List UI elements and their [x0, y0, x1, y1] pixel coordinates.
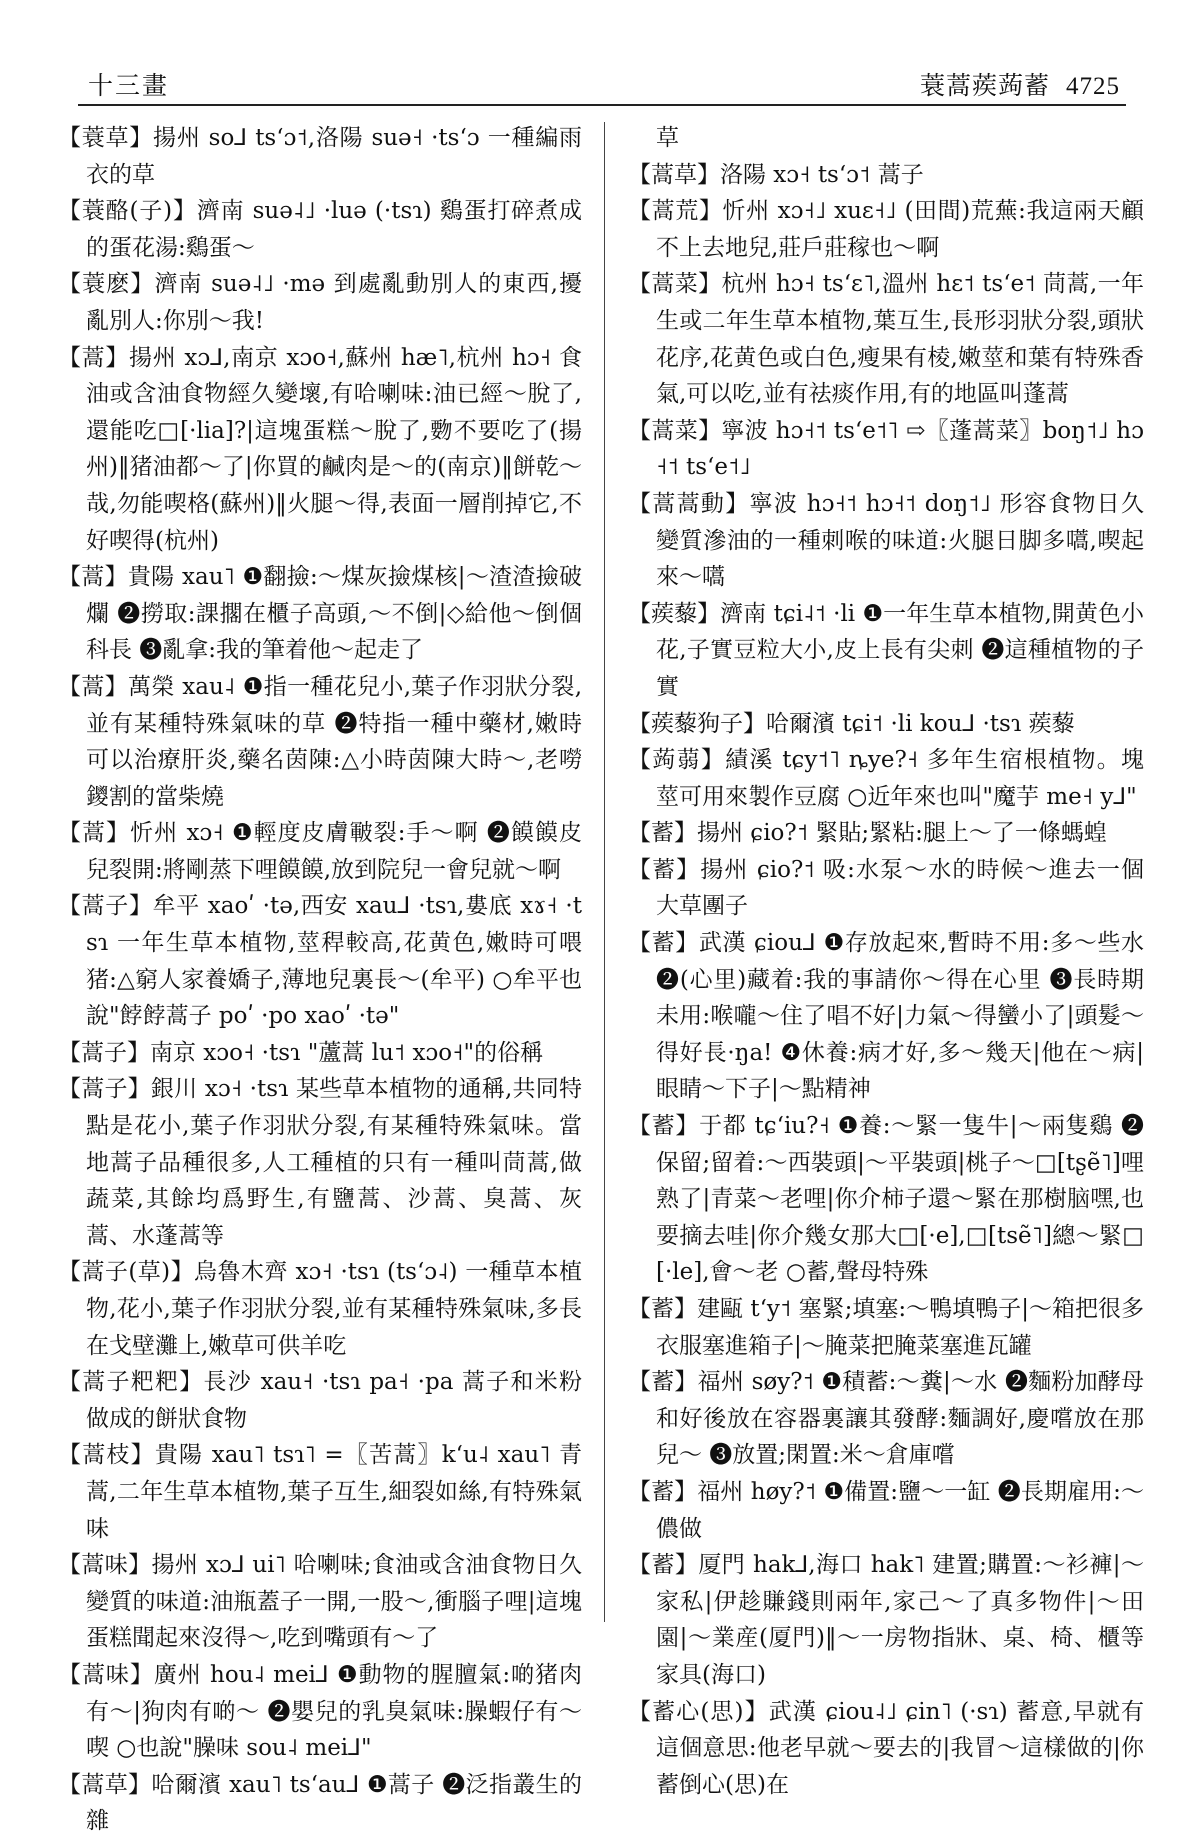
entry: 【蓄】福州 høy?˦ ❶備置:鹽～一缸 ❷長期雇用:～儂做	[628, 1478, 1144, 1542]
column-divider	[604, 122, 605, 1622]
entry: 【蓄】武漢 ɕiou⅃ ❶存放起來,暫時不用:多～些水 ❷(心里)藏着:我的事請你～得在心里 ❸長時期未用:喉嚨～住了唱不好|力氣～得蠻小了|頭髮～得好長·ŋa! ❹休養:病才好,多～幾天|他在～病|眼睛～下子|～點精神	[628, 930, 1144, 1103]
entry: 【蒿味】廣州 hou˨ mei⅃ ❶動物的腥膻氣:啲猪肉有～|狗肉有啲～ ❷嬰兒的乳臭氣味:臊蝦仔有～喫 ○也說"臊味 sou˨ mei⅃"	[58, 1661, 582, 1762]
entry: 【蓄】福州 søy?˦ ❶積蓄:～糞|～水 ❷麵粉加酵母和好後放在容器裏讓其發酵:麵調好,慶嚐放在那兒～ ❸放置;閑置:米～倉庫嚐	[628, 1369, 1144, 1469]
entry: 【蒺藜狗子】哈爾濱 tɕi˦ ·li kou⅃ ·tsɿ 蒺藜	[628, 710, 1075, 737]
entry: 【蒿子】牟平 xaoʹ ·tə,西安 xau⅃ ·tsɿ,婁底 xɤ˧ ·tsɿ 一年生草本植物,莖稈較高,花黄色,嫩時可喂猪:△窮人家養嬌子,薄地兒裏長～(牟平) ○牟平也說"餑餑蒿子 poʹ ·po xaoʹ ·tə"	[58, 893, 582, 1030]
entry: 【蓑草】揚州 so⅃ ts‘ɔ˦,洛陽 suə˧ ·ts‘ɔ 一種編雨衣的草	[58, 125, 582, 188]
entry: 【蒿荒】忻州 xɔ˧˩ xuɛ˧˩ (田間)荒蕪:我這兩天顧不上去地兒,莊戶莊稼也～啊	[628, 198, 1144, 261]
entry: 【蒿子】銀川 xɔ˧ ·tsɿ 某些草本植物的通稱,共同特點是花小,葉子作羽狀分裂,有某種特殊氣味。當地蒿子品種很多,人工種植的只有一種叫茼蒿,做蔬菜,其餘均爲野生,有鹽蒿、沙蒿、臭蒿、灰蒿、水蓬蒿等	[58, 1076, 582, 1249]
entry: 【蓄】厦門 hak⅃,海口 hak˥ 建置;購置:～衫褲|～家私|伊趁賺錢則兩年,家己～了真多物件|～田園|～業産(厦門)‖～一房物指牀、桌、椅、櫃等家具(海口)	[628, 1552, 1144, 1688]
entry: 【蒿草】哈爾濱 xau˥ ts‘au⅃ ❶蒿子 ❷泛指叢生的雜	[58, 1771, 582, 1835]
entry: 【蒿菜】寧波 hɔ˧˦ ts‘e˦˥ ⇨〖蓬蒿菜〗boŋ˦˩ hɔ˧˦ ts‘e˦˩	[628, 417, 1144, 481]
entry: 【蒿蒿動】寧波 hɔ˧˦ hɔ˧˦ doŋ˦˩ 形容食物日久變質滲油的一種刺喉的味道:火腿日脚多嚆,喫起來～嚆	[628, 490, 1144, 591]
entry: 【蒿草】洛陽 xɔ˧ ts‘ɔ˦ 蒿子	[628, 161, 924, 188]
page-header	[88, 58, 1120, 104]
entry: 【蒿菜】杭州 hɔ˧ ts‘ɛ˥,溫州 hɛ˦ ts‘e˦ 茼蒿,一年生或二年生草本植物,葉互生,長形羽狀分裂,頭狀花序,花黄色或白色,瘦果有棱,嫩莖和葉有特殊香氣,可以吃,並有祛痰作用,有的地區叫蓬蒿	[628, 271, 1144, 408]
entry: 【蒿子】南京 xɔo˧ ·tsɿ "蘆蒿 lu˦ xɔo˧"的俗稱	[58, 1039, 544, 1066]
entry: 【蒿】揚州 xɔ⅃,南京 xɔo˧,蘇州 hæ˥,杭州 hɔ˧ 食油或含油食物經久變壞,有哈喇味:油已經～脫了,還能吃□[·lia]?|這塊蛋糕～脫了,覅不要吃了(揚州)‖猪油都～了|你買的鹹肉是～的(南京)‖餅乾～哉,勿能喫格(蘇州)‖火腿～得,表面一層削掉它,不好喫得(杭州)	[58, 344, 582, 554]
entry: 【蓑酪(子)】濟南 suə˨˩ ·luə (·tsɿ) 鷄蛋打碎煮成的蛋花湯:鷄蛋～	[58, 198, 582, 261]
entry: 【蒺藜】濟南 tɕi˨˦ ·li ❶一年生草本植物,開黄色小花,子實豆粒大小,皮上長有尖刺 ❷這種植物的子實	[628, 600, 1144, 700]
entry: 【蒿枝】貴陽 xau˥ tsɿ˥ =〖苦蒿〗k‘u˨ xau˥ 青蒿,二年生草本植物,葉子互生,細裂如絲,有特殊氣味	[58, 1442, 582, 1542]
entry: 【蓄心(思)】武漢 ɕiou˨˩ ɕin˥ (·sɿ) 蓄意,早就有這個意思:他老早就～要去的|我冒～這樣做的|你蓄倒心(思)在	[628, 1698, 1144, 1798]
entry: 【蒿味】揚州 xɔ⅃ ui˥ 哈喇味;食油或含油食物日久變質的味道:油瓶蓋子一開,一股～,衝腦子哩|這塊蛋糕聞起來沒得～,吃到嘴頭有～了	[58, 1552, 582, 1652]
entry: 【蓄】揚州 ɕio?˦ 吸:水泵～水的時候～進去一個大草團子	[628, 856, 1144, 920]
entry-continuation: 草	[656, 125, 679, 151]
entry: 【蒿子(草)】烏魯木齊 xɔ˧ ·tsɿ (ts‘ɔ˨) 一種草本植物,花小,葉子作羽狀分裂,並有某種特殊氣味,多長在戈壁灘上,嫩草可供羊吃	[58, 1259, 582, 1359]
entry: 【蒿】萬榮 xau˨ ❶指一種花兒小,葉子作羽狀分裂,並有某種特殊氣味的草 ❷特指一種中藥材,嫩時可以治療肝炎,藥名茵陳:△小時茵陳大時～,老嘮鑁割的當柴燒	[58, 673, 582, 810]
entry: 【蒿】貴陽 xau˥ ❶翻撿:～煤灰撿煤核|～渣渣撿破爛 ❷撈取:課擱在櫃子高頭,～不倒|◇給他～倒個科長 ❸亂拿:我的筆着他～起走了	[58, 564, 582, 664]
stroke-count-heading: 十三畫	[88, 71, 170, 100]
entry: 【蓄】揚州 ɕio?˦ 緊貼;緊粘:腿上～了一條螞蝗	[628, 820, 1107, 847]
right-column	[628, 120, 1144, 1803]
entry: 【蓑麽】濟南 suə˨˩ ·mə 到處亂動別人的東西,擾亂別人:你別～我!	[58, 271, 582, 334]
entry: 【蒿】忻州 xɔ˧ ❶輕度皮膚皸裂:手～啊 ❷饃饃皮兒裂開:將剛蒸下哩饃饃,放到院兒一會兒就～啊	[58, 820, 582, 883]
entry: 【蒟蒻】績溪 tɕy˦˥ ȵye?˧ 多年生宿根植物。塊莖可用來製作豆腐 ○近年來也叫"魔芋 me˧ y⅃"	[628, 747, 1144, 810]
entry: 【蒿子粑粑】長沙 xau˧ ·tsɿ pa˧ ·pa 蒿子和米粉做成的餅狀食物	[58, 1369, 582, 1432]
left-column	[58, 120, 582, 1840]
page-number: 4725	[1066, 73, 1120, 100]
entry: 【蓄】于都 tɕ‘iu?˧ ❶養:～緊一隻牛|～兩隻鷄 ❷保留;留着:～西裝頭|～平裝頭|桃子～□[tʂẽ˥]哩熟了|青菜～老哩|你介柿子還～緊在那樹脑嘿,也要摘去哇|你介幾女那大□[·e],□[tsẽ˥]總～緊□[·le],會～老 ○蓄,聲母特殊	[628, 1113, 1144, 1286]
running-head	[920, 66, 1120, 102]
header-rule	[78, 104, 1126, 106]
entry: 【蓄】建甌 t‘y˦ 塞緊;填塞:～鴨填鴨子|～箱把很多衣服塞進箱子|～腌菜把腌菜塞進瓦罐	[628, 1296, 1144, 1359]
headword-range: 蓑蒿蒺蒟蓄	[919, 71, 1050, 100]
